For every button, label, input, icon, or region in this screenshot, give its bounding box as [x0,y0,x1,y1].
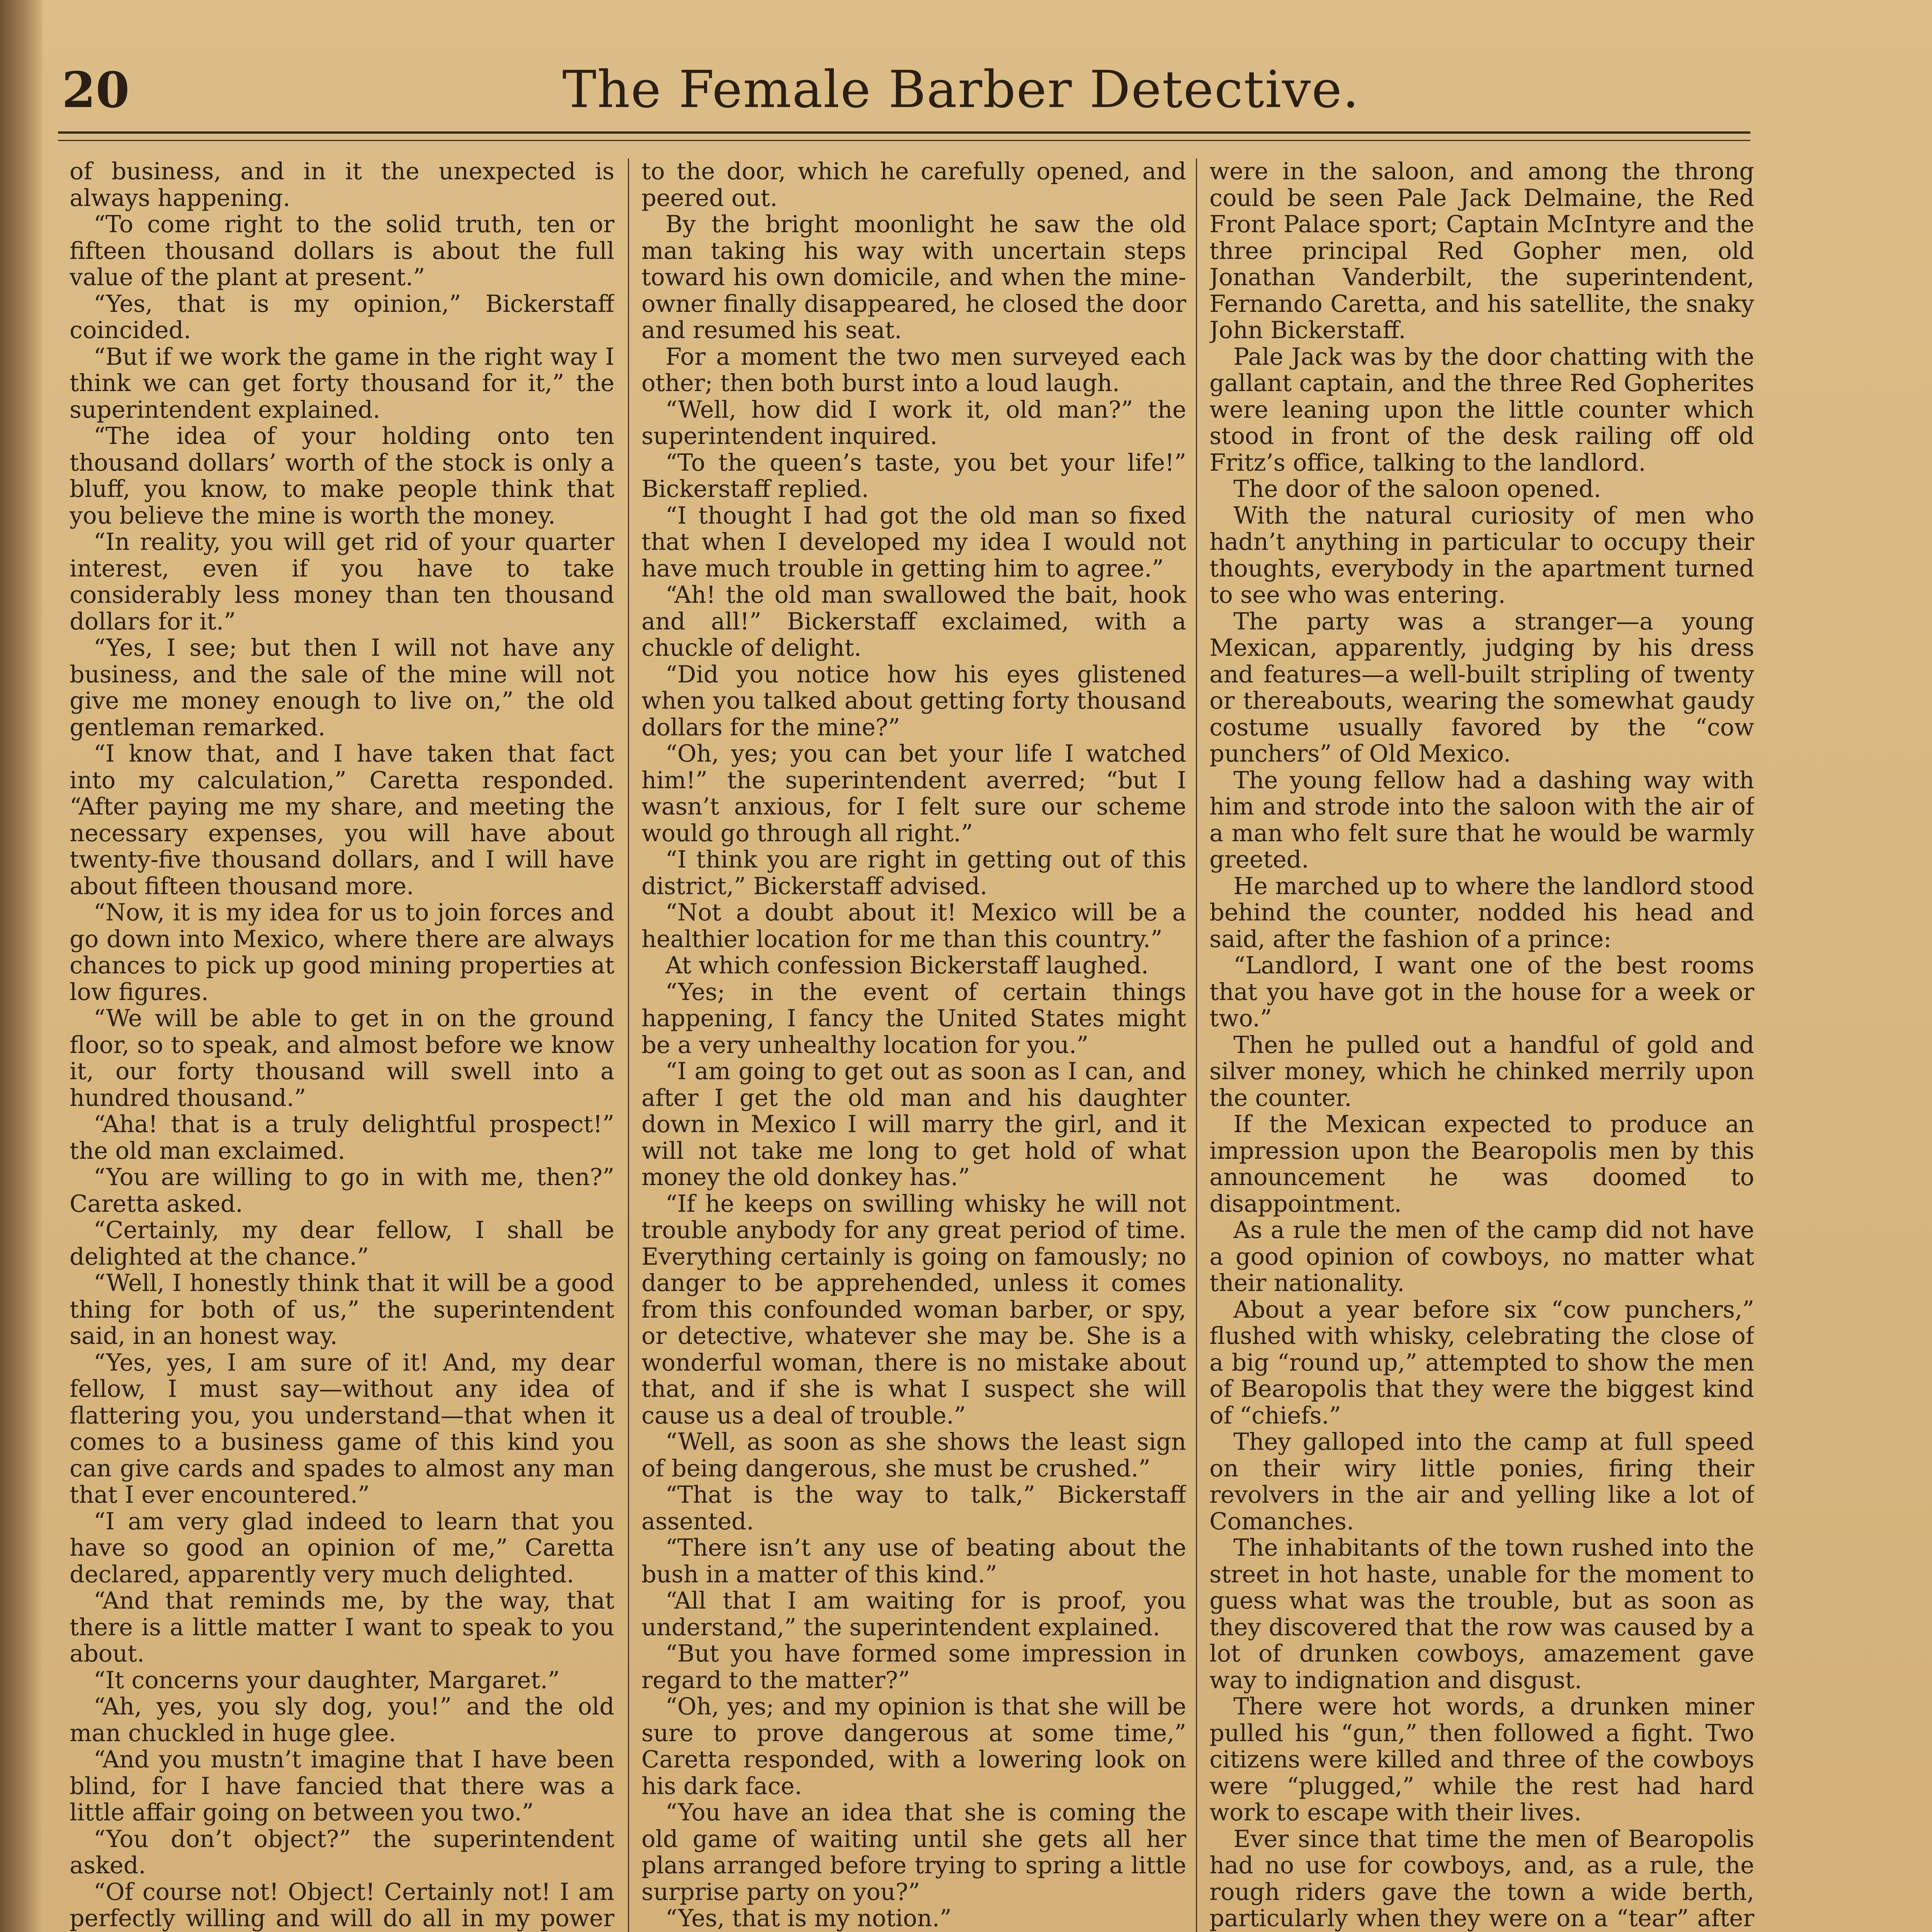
paragraph: “I am going to get out as soon as I can, and after I get the old man and his daughter down in Mexico I will marry the girl, and it will not take me long to get hold of what money the old donkey has.” [641,1058,1186,1191]
text-column-3 [1209,158,1754,1932]
paragraph: Then he pulled out a handful of gold and silver money, which he chinked merrily upon the counter. [1209,1031,1754,1112]
paragraph: “Yes, that is my notion.” [665,1905,952,1932]
paragraph: As a rule the men of the camp did not have a good opinion of cowboys, no matter what their nationality. [1209,1217,1754,1297]
paragraph: “I think you are right in getting out of this district,” Bickerstaff advised. [641,846,1186,900]
paragraph: “You don’t object?” the superintendent asked. [70,1825,614,1879]
paragraph: The door of the saloon opened. [1233,476,1601,503]
paragraph: “Well, how did I work it, old man?” the superintendent inquired. [641,396,1186,450]
paragraph: “And that reminds me, by the way, that there is a little matter I want to speak to you about. [70,1587,614,1667]
paragraph: There were hot words, a drunken miner pulled his “gun,” then followed a fight. Two citizens were killed and three of the cowboys were “plugged,” while the rest had hard work to escape with their lives. [1209,1693,1754,1826]
paragraph: “We will be able to get in on the ground floor, so to speak, and almost before we know it, our forty thousand will swell into a hundred thousand.” [70,1005,614,1112]
paragraph: of business, and in it the unexpected is always happening. [70,158,614,212]
paragraph: “Yes, I see; but then I will not have any business, and the sale of the mine will not give me money enough to live on,” the old gentleman remarked. [70,634,614,741]
page-title: The Female Barber Detective. [562,60,1360,119]
paragraph: “It concerns your daughter, Margaret.” [94,1667,560,1694]
paragraph: “To the queen’s taste, you bet your life!” Bickerstaff replied. [641,449,1186,503]
paragraph: “Yes, yes, I am sure of it! And, my dear fellow, I must say—without any idea of flattering you, you understand—that when it comes to a business game of this kind you can give cards and spades to almost any man that I ever encountered.” [70,1349,614,1509]
paragraph: For a moment the two men surveyed each other; then both burst into a loud laugh. [641,343,1186,397]
paragraph: They galloped into the camp at full speed on their wiry little ponies, firing their revolvers in the air and yelling like a lot of Comanches. [1209,1429,1754,1535]
paragraph: “In reality, you will get rid of your quarter interest, even if you have to take considerably less money than ten thousand dollars for it.” [70,529,614,635]
page-header [58,58,1748,131]
paragraph: “Yes, that is my opinion,” Bickerstaff coincided. [70,290,614,344]
paragraph: “And you mustn’t imagine that I have been blind, for I have fancied that there was a little affair going on between you two.” [70,1746,614,1826]
paragraph: “I know that, and I have taken that fact into my calculation,” Caretta responded. “After paying me my share, and meeting the necessary expenses, you will have about twenty-five thousand dollars, and I will have about fifteen thousand more. [70,740,614,900]
paragraph: “But you have formed some impression in regard to the matter?” [641,1640,1186,1694]
paragraph: “I am very glad indeed to learn that you have so good an opinion of me,” Caretta declared, apparently very much delighted. [70,1508,614,1588]
header-rule-thick [58,131,1750,134]
paragraph: “Oh, yes; you can bet your life I watched him!” the superintendent averred; “but I wasn’t anxious, for I felt sure our scheme would go through all right.” [641,740,1186,847]
paragraph: were in the saloon, and among the throng could be seen Pale Jack Delmaine, the Red Front Palace sport; Captain McIntyre and the three principal Red Gopher men, old Jonathan Vanderbilt, the superintendent, Fernando Caretta, and his satellite, the snaky John Bickerstaff. [1209,158,1754,344]
paragraph: “Aha! that is a truly delightful prospect!” the old man exclaimed. [70,1111,614,1165]
paragraph: About a year before six “cow punchers,” flushed with whisky, celebrating the close of a big “round up,” attempted to show the men of Bearopolis that they were the biggest kind of “chiefs.” [1209,1296,1754,1429]
page-number: 20 [62,61,130,119]
paragraph: At which confession Bickerstaff laughed. [665,952,1149,979]
paragraph: “There isn’t any use of beating about the bush in a matter of this kind.” [641,1534,1186,1588]
paragraph: “That is the way to talk,” Bickerstaff assented. [641,1481,1186,1535]
paragraph: “The idea of your holding onto ten thousand dollars’ worth of the stock is only a bluff, you know, to make people think that you believe the mine is worth the money. [70,423,614,529]
paragraph: “To come right to the solid truth, ten or fifteen thousand dollars is about the full value of the plant at present.” [70,211,614,291]
paragraph: “Well, as soon as she shows the least sign of being dangerous, she must be crushed.” [641,1429,1186,1482]
paragraph: “Oh, yes; and my opinion is that she will be sure to prove dangerous at some time,” Caretta responded, with a lowering look on his dark face. [641,1693,1186,1800]
binding-shadow [0,0,43,1932]
paragraph: “Yes; in the event of certain things happening, I fancy the United States might be a very unhealthy location for you.” [641,978,1186,1059]
header-rule-thin [58,140,1750,141]
paragraph: The young fellow had a dashing way with him and strode into the saloon with the air of a man who felt sure that he would be warmly greeted. [1209,767,1754,873]
paragraph: Pale Jack was by the door chatting with the gallant captain, and the three Red Gopherites were leaning upon the little counter which stood in front of the desk railing off old Fritz’s office, talking to the landlord. [1209,343,1754,476]
paragraph: “Well, I honestly think that it will be a good thing for both of us,” the superintendent said, in an honest way. [70,1270,614,1350]
paragraph: “All that I am waiting for is proof, you understand,” the superintendent explained. [641,1587,1186,1641]
paragraph: “You have an idea that she is coming the old game of waiting until she gets all her plans arranged before trying to spring a little surprise party on you?” [641,1799,1186,1906]
paragraph: “Ah! the old man swallowed the bait, hook and all!” Bickerstaff exclaimed, with a chuckle of delight. [641,582,1186,662]
paragraph: The party was a stranger—a young Mexican, apparently, judging by his dress and features—a well-built stripling of twenty or thereabouts, wearing the somewhat gaudy costume usually favored by the “cow punchers” of Old Mexico. [1209,608,1754,767]
column-divider [1196,158,1197,1932]
paragraph: “You are willing to go in with me, then?” Caretta asked. [70,1164,614,1218]
paragraph: “Landlord, I want one of the best rooms that you have got in the house for a week or two.” [1209,952,1754,1032]
paragraph: With the natural curiosity of men who hadn’t anything in particular to occupy their thoughts, everybody in the apartment turned to see who was entering. [1209,502,1754,609]
paragraph: He marched up to where the landlord stood behind the counter, nodded his head and said, after the fashion of a prince: [1209,872,1754,953]
paragraph: “Did you notice how his eyes glistened when you talked about getting forty thousand dollars for the mine?” [641,661,1186,741]
column-divider [628,158,629,1932]
paragraph: “But if we work the game in the right way I think we can get forty thousand for it,” the superintendent explained. [70,343,614,423]
paragraph: Ever since that time the men of Bearopolis had no use for cowboys, and, as a rule, the rough riders gave the town a wide berth, particularly when they were on a “tear” after [1209,1825,1754,1932]
paragraph: “Certainly, my dear fellow, I shall be delighted at the chance.” [70,1217,614,1270]
paragraph: “Of course not! Object! Certainly not! I am perfectly willing and will do all in my power [70,1878,614,1932]
paragraph: If the Mexican expected to produce an impression upon the Bearopolis men by this announcement he was doomed to disappointment. [1209,1111,1754,1218]
paragraph: The inhabitants of the town rushed into the street in hot haste, unable for the moment to guess what was the trouble, but as soon as they discovered that the row was caused by a lot of drunken cowboys, amazement gave way to indignation and disgust. [1209,1534,1754,1694]
paragraph: “If he keeps on swilling whisky he will not trouble anybody for any great period of time. Everything certainly is going on famously; no danger to be apprehended, unless it comes from this confounded woman barber, or spy, or detective, whatever she may be. She is a wonderful woman, there is no mistake about that, and if she is what I suspect she will cause us a deal of trouble.” [641,1190,1186,1429]
text-column-1 [70,158,614,1932]
paragraph: to the door, which he carefully opened, and peered out. [641,158,1186,212]
paragraph: “Now, it is my idea for us to join forces and go down into Mexico, where there are always chances to pick up good mining properties at low figures. [70,899,614,1006]
paragraph: “I thought I had got the old man so fixed that when I developed my idea I would not have much trouble in getting him to agree.” [641,502,1186,582]
text-column-2 [641,158,1186,1932]
paragraph: “Ah, yes, you sly dog, you!” and the old man chuckled in huge glee. [70,1693,614,1747]
paragraph: “Not a doubt about it! Mexico will be a healthier location for me than this country.” [641,899,1186,953]
paragraph: By the bright moonlight he saw the old man taking his way with uncertain steps toward his own domicile, and when the mine-owner finally disappeared, he closed the door and resumed his seat. [641,211,1186,344]
